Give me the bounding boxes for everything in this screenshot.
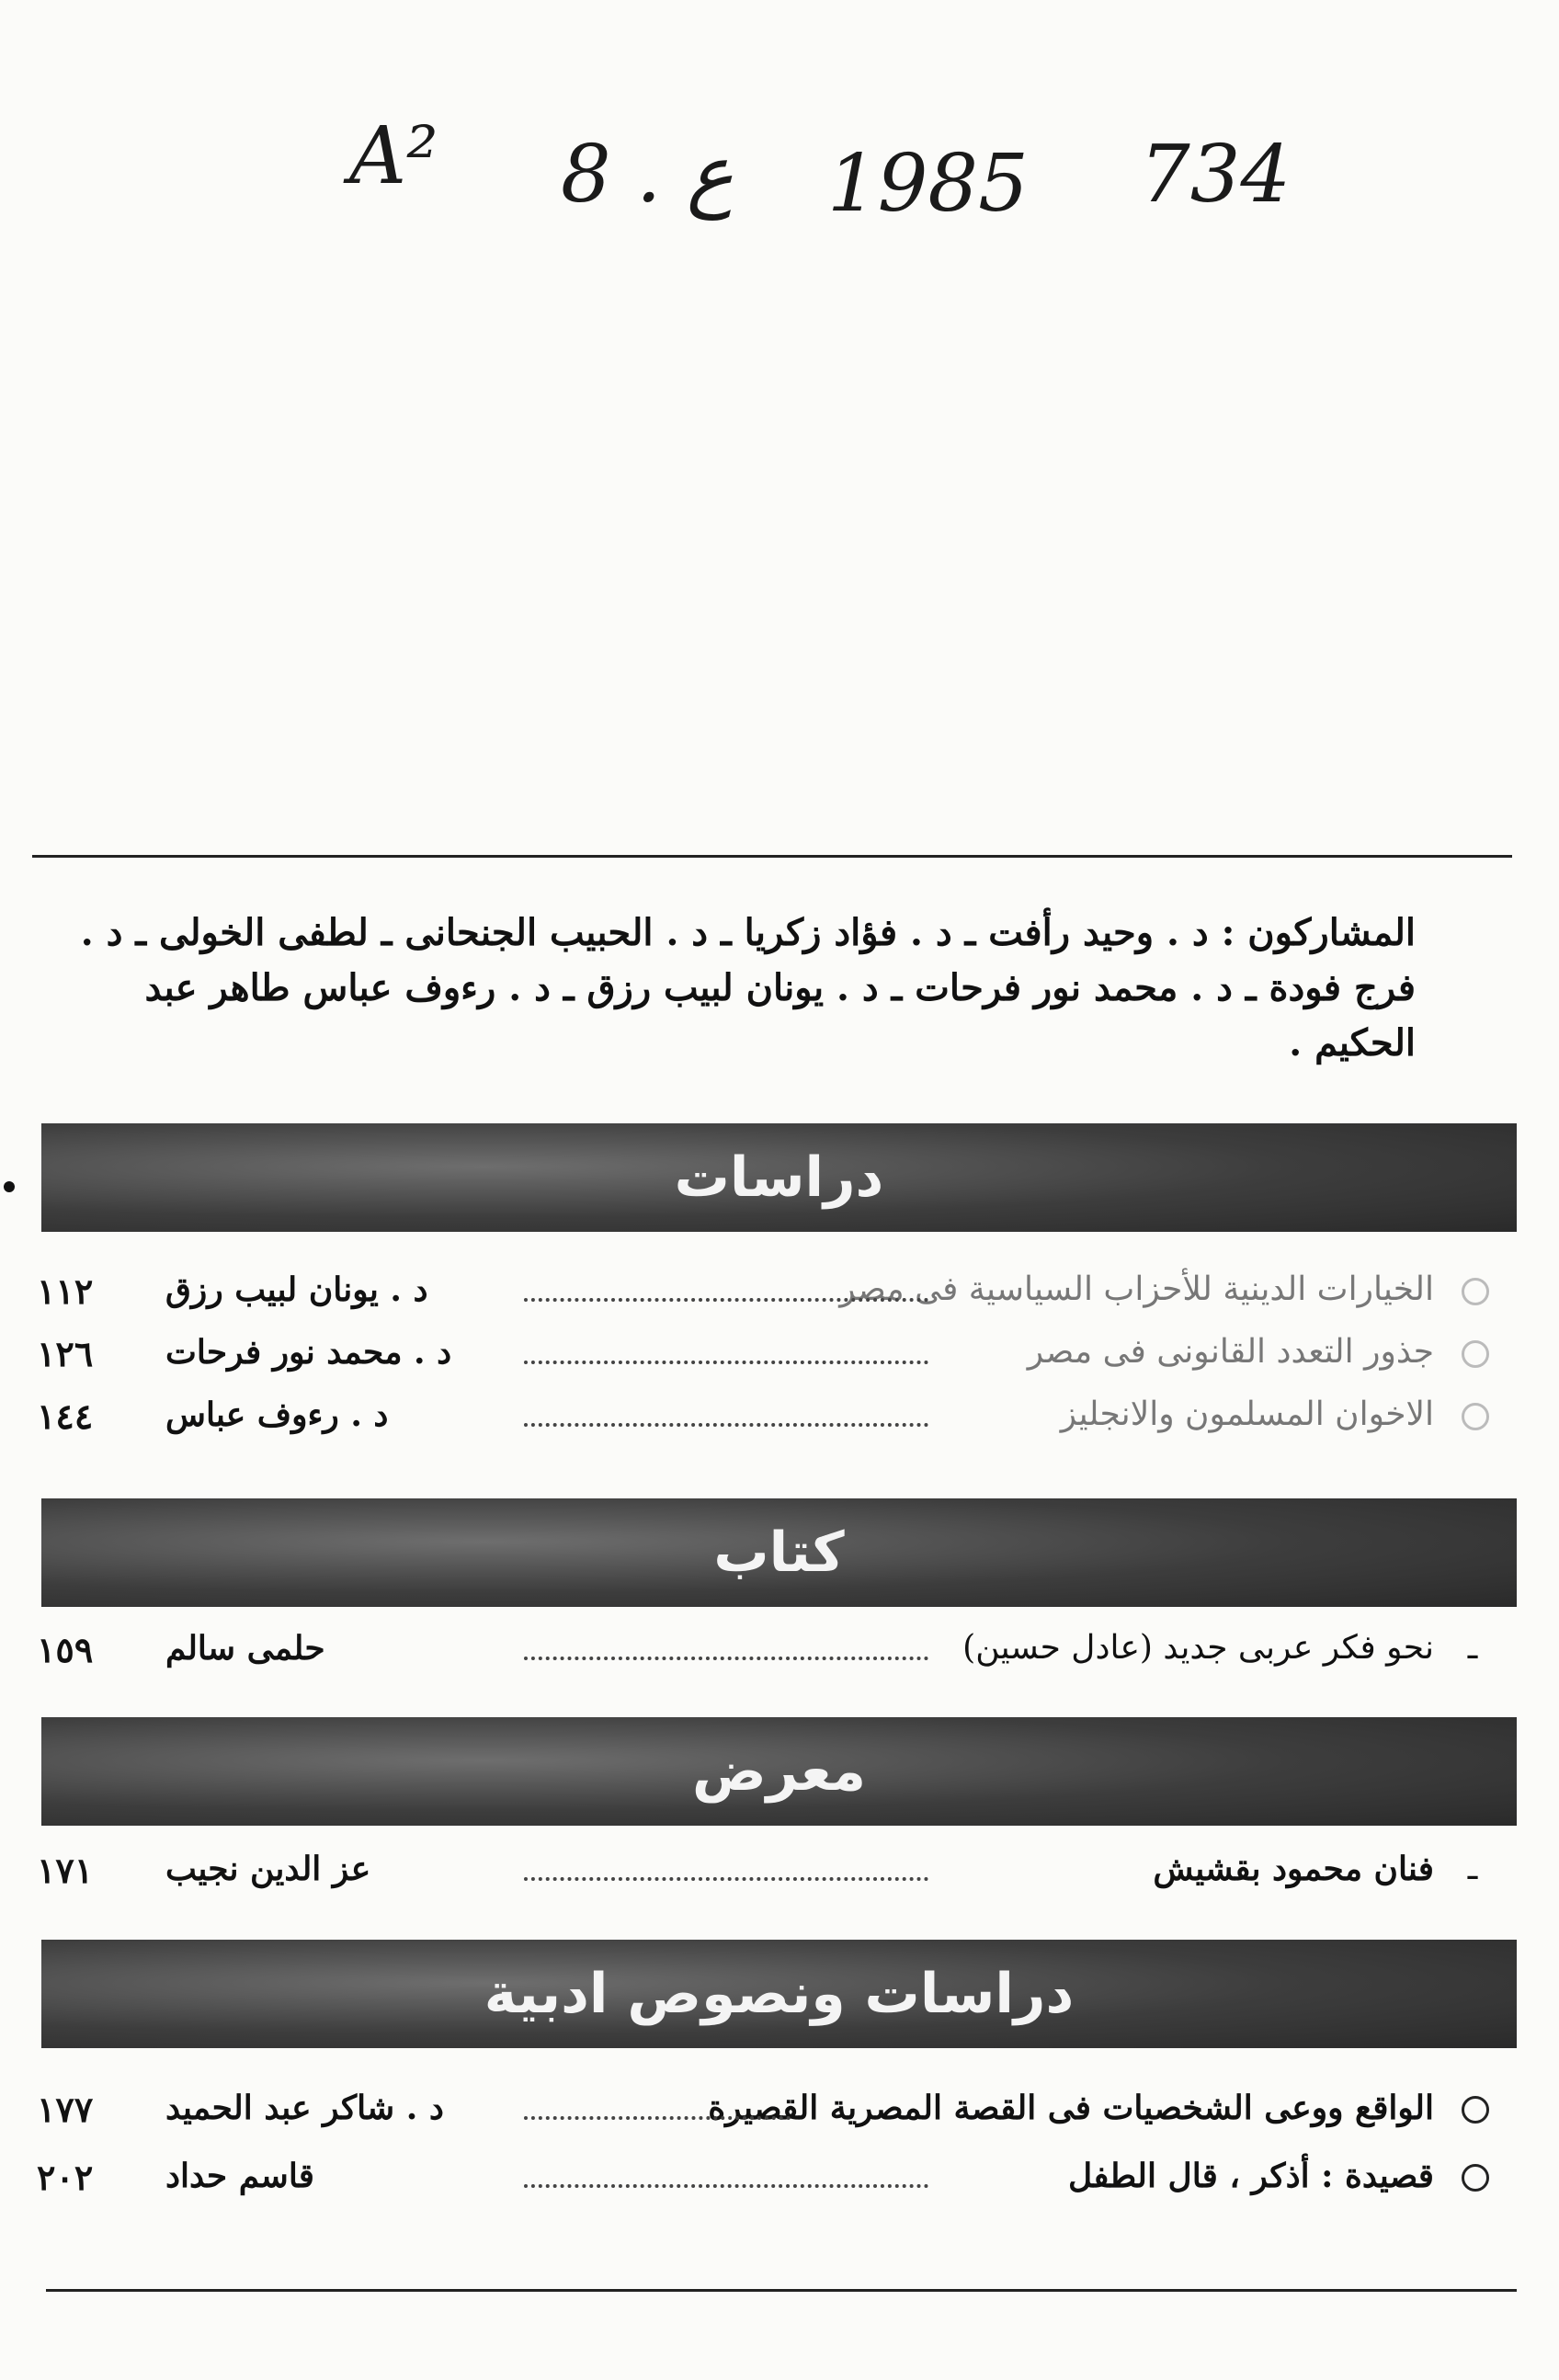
toc-entry	[28, 1333, 1489, 1383]
bullet-circle-icon	[1462, 1340, 1489, 1368]
handwritten-issue: 8 . ع	[561, 129, 734, 221]
section-header-exhibition	[41, 1717, 1517, 1826]
section-title: دراسات ونصوص ادبية	[484, 1962, 1075, 2026]
article-title: الخيارات الدينية للأحزاب السياسية فى مصر	[839, 1270, 1434, 1308]
leader-dots	[524, 1877, 928, 1881]
handwritten-code: A²	[349, 110, 438, 202]
bullet-circle-icon	[1462, 2164, 1489, 2192]
section-title: معرض	[691, 1739, 867, 1804]
toc-entry	[28, 1270, 1489, 1320]
page-number: ١٧١	[37, 1850, 94, 1891]
leader-dots	[524, 1361, 928, 1364]
leader-dots	[524, 1298, 928, 1302]
page-number: ١٥٩	[37, 1629, 94, 1670]
article-title: فنان محمود بقشيش	[1153, 1850, 1434, 1888]
section-header-book	[41, 1498, 1517, 1607]
handwritten-year: 1985	[827, 138, 1029, 230]
leader-dots	[524, 1423, 928, 1427]
participants-list: المشاركون : د . وحيد رأفت ـ د . فؤاد زكريا ـ د . الحبيب الجنحانى ـ لطفى الخولى ـ د . فرج فودة ـ د . محمد نور فرحات ـ د . يونان لبيب رزق ـ د . رءوف عباس طاهر عبد الحكيم .	[80, 911, 1416, 1065]
section-header-literary	[41, 1940, 1517, 2048]
article-author: قاسم حداد	[165, 2157, 315, 2195]
article-title: الواقع ووعى الشخصيات فى القصة المصرية القصيرة	[708, 2089, 1434, 2127]
handwritten-annotation	[349, 110, 1292, 230]
leader-dots	[524, 1657, 928, 1660]
toc-entry	[28, 1395, 1489, 1445]
toc-entry	[28, 1629, 1489, 1679]
bottom-divider	[46, 2289, 1517, 2292]
margin-mark	[4, 1181, 15, 1192]
handwritten-number: 734	[1140, 129, 1292, 221]
bullet-circle-icon	[1462, 2096, 1489, 2124]
article-author: د . رءوف عباس	[165, 1395, 389, 1434]
toc-entry	[28, 2157, 1489, 2206]
section-title: كتاب	[713, 1520, 845, 1585]
top-divider	[32, 855, 1512, 858]
bullet-circle-icon	[1462, 1278, 1489, 1305]
toc-entry	[28, 1850, 1489, 1899]
section-title: دراسات	[674, 1145, 884, 1210]
section-header-studies	[41, 1123, 1517, 1232]
article-author: د . يونان لبيب رزق	[165, 1270, 428, 1309]
page-number: ١١٢	[37, 1270, 94, 1312]
article-title: قصيدة : أذكر ، قال الطفل	[1068, 2157, 1434, 2195]
dash-marker: ـ	[1467, 1629, 1478, 1667]
page-number: ٢٠٢	[37, 2157, 94, 2198]
article-author: عز الدين نجيب	[165, 1850, 371, 1888]
toc-entry	[28, 2089, 1489, 2138]
dash-marker: ـ	[1467, 1850, 1478, 1887]
page-number: ١٢٦	[37, 1333, 94, 1374]
leader-dots	[524, 2184, 928, 2188]
bullet-circle-icon	[1462, 1403, 1489, 1430]
article-title: نحو فكر عربى جديد (عادل حسين)	[962, 1629, 1434, 1667]
page-number: ١٤٤	[37, 1395, 94, 1437]
leader-dots	[524, 2116, 791, 2120]
article-author: حلمى سالم	[165, 1629, 325, 1668]
article-author: د . شاكر عبد الحميد	[165, 2089, 444, 2127]
article-title: جذور التعدد القانونى فى مصر	[1027, 1333, 1434, 1371]
article-author: د . محمد نور فرحات	[165, 1333, 452, 1372]
article-title: الاخوان المسلمون والانجليز	[1060, 1395, 1434, 1433]
page-number: ١٧٧	[37, 2089, 94, 2130]
